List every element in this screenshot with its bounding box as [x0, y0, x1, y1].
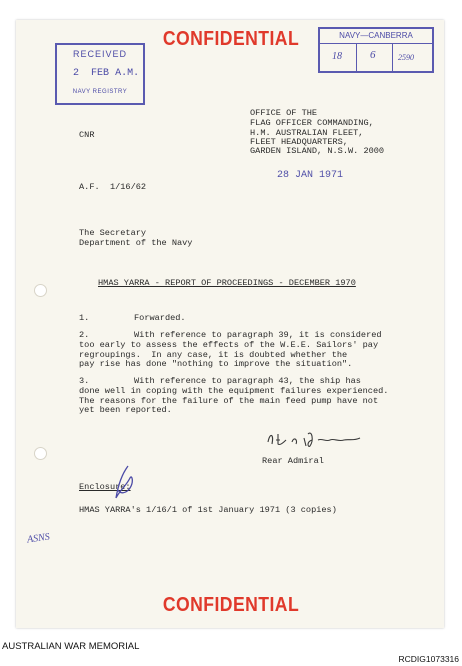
- para-2-line-1: With reference to paragraph 39, it is considered: [134, 330, 382, 340]
- navy-canberra-title: NAVY—CANBERRA: [320, 29, 432, 44]
- para-2-line-4: pay rise has done "nothing to improve the situation".: [79, 359, 353, 369]
- para-2-line-2: too early to assess the effects of the W.E.E. Sailors' pay: [79, 340, 379, 350]
- received-stamp: [55, 43, 145, 105]
- addressee-line-1: The Secretary: [79, 228, 147, 238]
- para-3-line-4: yet been reported.: [79, 405, 172, 415]
- ref-left: CNR: [79, 130, 95, 140]
- initial-mark: [110, 464, 136, 502]
- date-stamp: 28 JAN 1971: [277, 170, 344, 181]
- received-day: 2: [73, 68, 80, 79]
- office-line-2: FLAG OFFICER COMMANDING,: [250, 118, 374, 128]
- enclosure-item: HMAS YARRA's 1/16/1 of 1st January 1971 (3 copies): [79, 505, 337, 515]
- footer-left: AUSTRALIAN WAR MEMORIAL: [2, 641, 140, 652]
- punch-hole-bottom: [34, 447, 47, 460]
- document-page: [16, 20, 444, 628]
- para-3-line-3: The reasons for the failure of the main feed pump have not: [79, 396, 379, 406]
- received-registry: NAVY REGISTRY: [72, 89, 128, 95]
- navy-stamp-c: 2590: [398, 53, 414, 62]
- classification-top: CONFIDENTIAL: [162, 28, 300, 50]
- subject-line: HMAS YARRA - REPORT OF PROCEEDINGS - DECEMBER 1970: [98, 278, 356, 288]
- para-2-number: 2.: [79, 330, 90, 340]
- file-reference: A.F. 1/16/62: [79, 182, 147, 192]
- enclosure-label: Enclosure:: [79, 482, 131, 492]
- signature-title: Rear Admiral: [262, 456, 324, 466]
- received-month: FEB: [91, 68, 110, 79]
- footer-right: RCDIG1073316: [398, 654, 459, 664]
- office-line-4: FLEET HEADQUARTERS,: [250, 137, 348, 147]
- signature-scribble: [262, 428, 366, 452]
- office-line-3: H.M. AUSTRALIAN FLEET,: [250, 128, 364, 138]
- addressee-line-2: Department of the Navy: [79, 238, 193, 248]
- para-2-line-3: regroupings. In any case, it is doubted whether the: [79, 350, 348, 360]
- navy-stamp-a: 18: [332, 51, 342, 62]
- received-time: A.M.: [115, 68, 140, 79]
- received-stamp-title: RECEIVED: [72, 49, 127, 59]
- office-line-5: GARDEN ISLAND, N.S.W. 2000: [250, 146, 385, 156]
- punch-hole-top: [34, 284, 47, 297]
- para-3-number: 3.: [79, 376, 90, 386]
- para-1-number: 1.: [79, 313, 90, 323]
- para-1-line-1: Forwarded.: [134, 313, 186, 323]
- office-line-1: OFFICE OF THE: [250, 108, 318, 118]
- navy-canberra-stamp: [318, 27, 434, 73]
- navy-stamp-b: 6: [370, 49, 376, 61]
- para-3-line-2: done well in coping with the equipment failures experienced.: [79, 386, 389, 396]
- para-3-line-1: With reference to paragraph 43, the ship has: [134, 376, 361, 386]
- margin-note: ASNS: [26, 531, 51, 546]
- classification-bottom: CONFIDENTIAL: [162, 594, 300, 616]
